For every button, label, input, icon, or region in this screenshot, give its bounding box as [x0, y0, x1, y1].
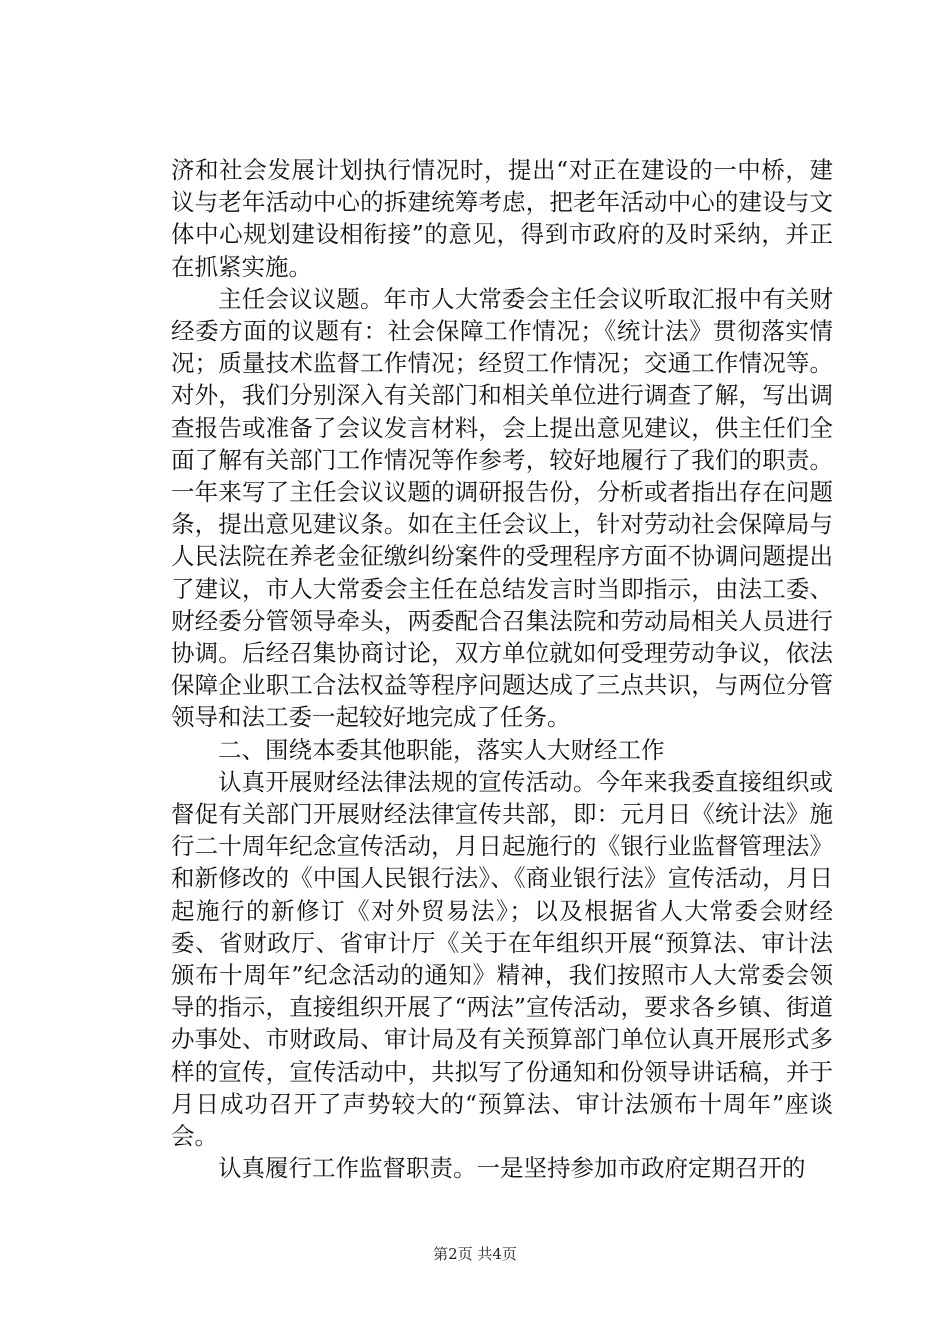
document-body — [171, 154, 833, 1185]
paragraph-law-publicity: 认真开展财经法律法规的宣传活动。今年来我委直接组织或督促有关部门开展财经法律宣传共部，即：元月日《统计法》施行二十周年纪念宣传活动，月日起施行的《银行业监督管理法》和新修改的《中国人民银行法》、《商业银行法》宣传活动，月日起施行的新修订《对外贸易法》；以及根据省人大常委会财经委、省财政厅、省审计厅《关于在年组织开展“预算法、审计法颁布十周年”纪念活动的通知》精神，我们按照市人大常委会领导的指示，直接组织开展了“两法”宣传活动，要求各乡镇、街道办事处、市财政局、审计局及有关预算部门单位认真开展形式多样的宣传，宣传活动中，共拟写了份通知和份领导讲话稿，并于月日成功召开了声势较大的“预算法、审计法颁布十周年”座谈会。 — [171, 767, 833, 1151]
paragraph-director-meeting-topics: 主任会议议题。年市人大常委会主任会议听取汇报中有关财经委方面的议题有：社会保障工作情况；《统计法》贯彻落实情况；质量技术监督工作情况；经贸工作情况；交通工作情况等。对外，我们分别深入有关部门和相关单位进行调查了解，写出调查报告或准备了会议发言材料，会上提出意见建议，供主任们全面了解有关部门工作情况等作参考，较好地履行了我们的职责。一年来写了主任会议议题的调研报告份，分析或者指出存在问题条，提出意见建议条。如在主任会议上，针对劳动社会保障局与人民法院在养老金征缴纠纷案件的受理程序方面不协调问题提出了建议，市人大常委会主任在总结发言时当即指示，由法工委、财经委分管领导牵头，两委配合召集法院和劳动局相关人员进行协调。后经召集协商讨论，双方单位就如何受理劳动争议，依法保障企业职工合法权益等程序问题达成了三点共识，与两位分管领导和法工委一起较好地完成了任务。 — [171, 284, 833, 732]
section-heading: 二、围绕本委其他职能，落实人大财经工作 — [218, 735, 665, 764]
page-number-label: 第2页 共4页 — [433, 1245, 517, 1263]
page-footer — [0, 1244, 950, 1264]
paragraph-supervision-duty: 认真履行工作监督职责。一是坚持参加市政府定期召开的 — [218, 1154, 806, 1183]
paragraph-continuation: 济和社会发展计划执行情况时，提出“对正在建设的一中桥，建议与老年活动中心的拆建统筹考虑，把老年活动中心的建设与文体中心规划建设相衔接”的意见，得到市政府的及时采纳，并正在抓紧实施。 — [171, 156, 833, 281]
